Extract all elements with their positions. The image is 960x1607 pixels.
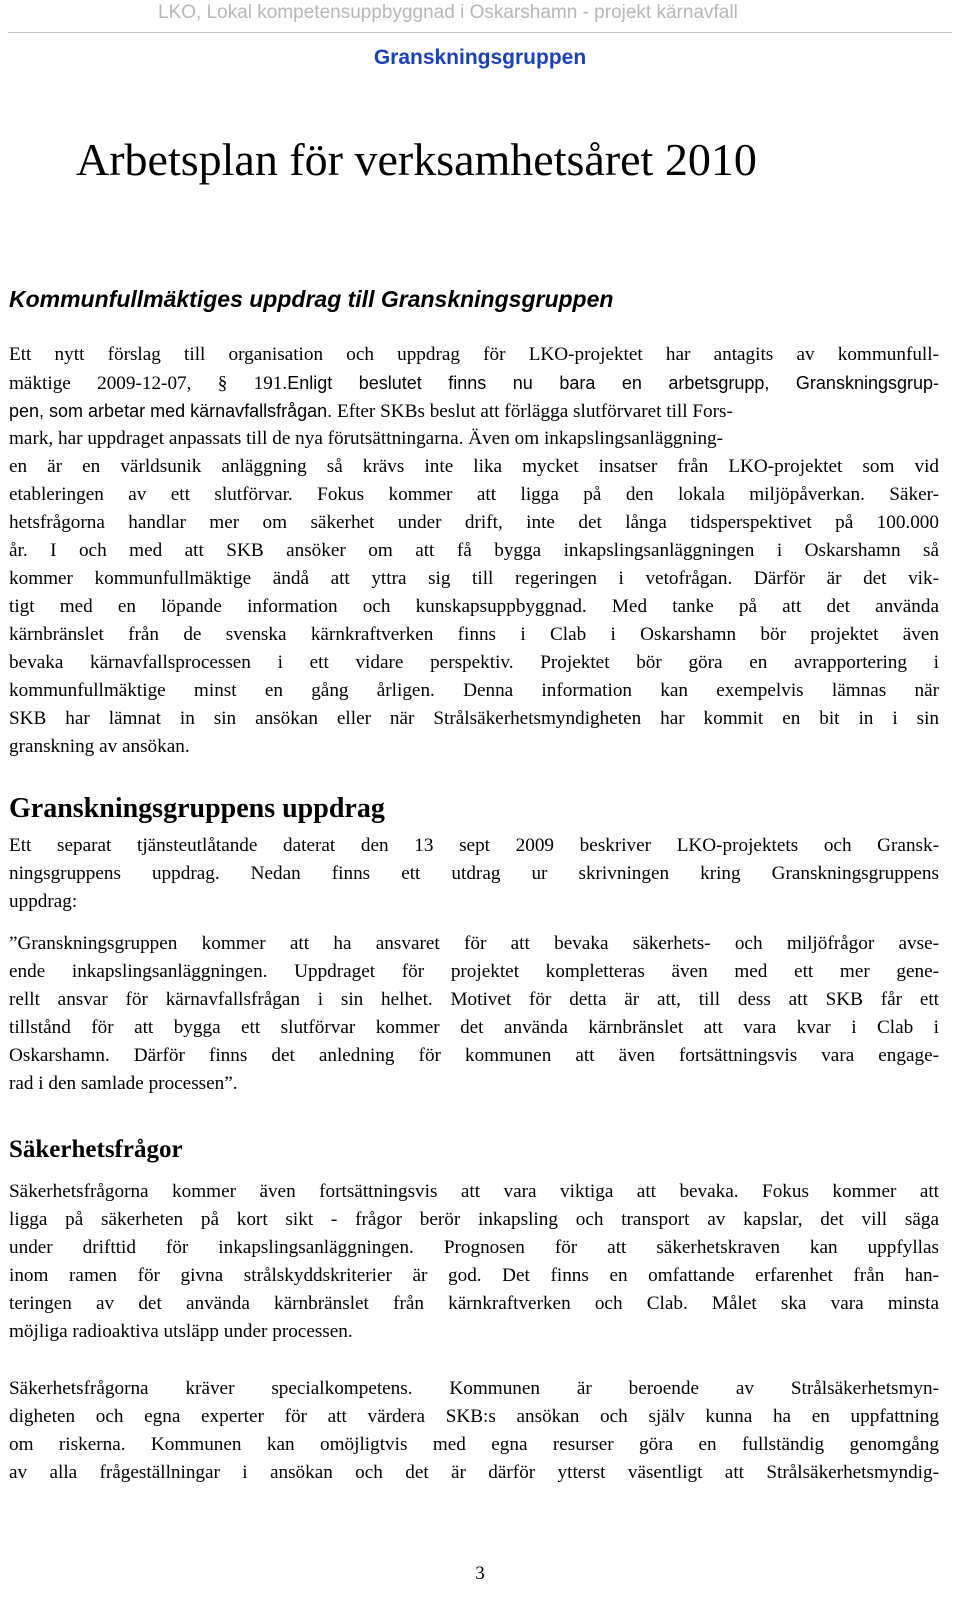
text-line: Säkerhetsfrågorna kommer även fortsättningsvis att vara viktiga att bevaka. Fokus kommer att <box>9 1181 939 1202</box>
text-line: tillstånd för att bygga ett slutförvar kommer det använda kärnbränslet att vara kvar i Clab i <box>9 1017 939 1038</box>
header-divider <box>8 32 952 33</box>
text-line <box>9 397 939 425</box>
text-fragment: pen, som arbetar med kärnavfallsfrågan. <box>9 401 333 421</box>
text-fragment: mäktige 2009-12-07, § 191. <box>9 373 288 394</box>
text-line: ende inkapslingsanläggningen. Uppdraget för projektet kompletteras även med ett mer gene- <box>9 961 939 982</box>
text-line: granskning av ansökan. <box>9 736 190 757</box>
text-line: SKB har lämnat in sin ansökan eller när Strålsäkerhetsmyndigheten har kommit en bit in i sin <box>9 708 939 729</box>
text-line: Säkerhetsfrågorna kräver specialkompetens. Kommunen är beroende av Strålsäkerhetsmyn- <box>9 1378 939 1399</box>
text-line: kärnbränslet från de svenska kärnkraftverken finns i Clab i Oskarshamn bör projektet även <box>9 624 939 645</box>
text-line: Oskarshamn. Därför finns det anledning för kommunen att även fortsättningsvis vara engage- <box>9 1045 939 1066</box>
text-line: bevaka kärnavfallsprocessen i ett vidare perspektiv. Projektet bör göra en avrapportering i <box>9 652 939 673</box>
assignment-quote <box>9 930 939 1098</box>
group-label: Granskningsgruppen <box>373 46 587 69</box>
text-fragment: Även om inkapslingsanläggning- <box>463 428 724 449</box>
text-fragment: Enligt beslutet finns nu bara en arbetsgrupp, Granskningsgrup- <box>287 373 939 393</box>
text-line: av alla frågeställningar i ansökan och det är därför ytterst väsentligt att Strålsäkerhetsmyndig- <box>9 1462 939 1483</box>
text-line: kommunfullmäktige minst en gång årligen. Denna information kan exempelvis lämnas när <box>9 680 939 701</box>
text-line <box>9 425 939 453</box>
text-line <box>9 369 939 397</box>
safety-paragraph-2 <box>9 1375 939 1487</box>
section-heading-safety: Säkerhetsfrågor <box>9 1136 183 1163</box>
section-intro-assignment <box>9 832 939 916</box>
text-fragment: mark, har uppdraget anpassats till de nya förutsättningarna. <box>9 428 464 449</box>
text-line: ”Granskningsgruppen kommer att ha ansvaret för att bevaka säkerhets- och miljöfrågor avse- <box>9 933 939 954</box>
text-line: möjliga radioaktiva utsläpp under processen. <box>9 1321 353 1342</box>
text-line: en är en världsunik anläggning så krävs inte lika mycket insatser från LKO-projektet som vid <box>9 456 939 477</box>
text-line: tigt med en löpande information och kunskapsuppbyggnad. Med tanke på att det använda <box>9 596 939 617</box>
text-line: Ett nytt förslag till organisation och uppdrag för LKO-projektet har antagits av kommunfull- <box>9 344 939 365</box>
text-line: hetsfrågorna handlar mer om säkerhet under drift, inte det långa tidsperspektivet på 100.000 <box>9 512 939 533</box>
page-number: 3 <box>475 1563 485 1584</box>
section-heading-assignment: Granskningsgruppens uppdrag <box>9 793 385 824</box>
text-line: etableringen av ett slutförvar. Fokus kommer att ligga på den lokala miljöpåverkan. Säker- <box>9 484 939 505</box>
section-body-mandate <box>9 341 939 761</box>
text-fragment: Efter SKBs beslut att förlägga slutförvaret till Fors- <box>332 401 733 422</box>
text-line: uppdrag: <box>9 891 78 912</box>
text-line: Ett separat tjänsteutlåtande daterat den 13 sept 2009 beskriver LKO-projektets och Gransk- <box>9 835 939 856</box>
text-line: ligga på säkerheten på kort sikt - frågor berör inkapsling och transport av kapslar, det vill säga <box>9 1209 939 1230</box>
section-heading-mandate: Kommunfullmäktiges uppdrag till Granskningsgruppen <box>9 286 614 312</box>
text-line: ningsgruppens uppdrag. Nedan finns ett utdrag ur skrivningen kring Granskningsgruppens <box>9 863 939 884</box>
text-line: under drifttid för inkapslingsanläggningen. Prognosen för att säkerhetskraven kan uppfyllas <box>9 1237 939 1258</box>
safety-paragraph-1 <box>9 1178 939 1346</box>
text-line: år. I och med att SKB ansöker om att få bygga inkapslingsanläggningen i Oskarshamn så <box>9 540 939 561</box>
page-header <box>0 0 960 34</box>
header-text: LKO, Lokal kompetensuppbyggnad i Oskarshamn - projekt kärnavfall <box>158 2 738 23</box>
text-line: kommer kommunfullmäktige ändå att yttra sig till regeringen i vetofrågan. Därför är det vik- <box>9 568 939 589</box>
text-line: teringen av det använda kärnbränslet från kärnkraftverken och Clab. Målet ska vara minsta <box>9 1293 939 1314</box>
text-line: inom ramen för givna strålskyddskriterier är god. Det finns en omfattande erfarenhet från han- <box>9 1265 939 1286</box>
text-line: rellt ansvar för kärnavfallsfrågan i sin helhet. Motivet för detta är att, till dess att SKB får ett <box>9 989 939 1010</box>
text-line: om riskerna. Kommunen kan omöjligtvis med egna resurser göra en fullständig genomgång <box>9 1434 939 1455</box>
document-title: Arbetsplan för verksamhetsåret 2010 <box>76 134 757 185</box>
text-line: digheten och egna experter för att värdera SKB:s ansökan och själv kunna ha en uppfattning <box>9 1406 939 1427</box>
text-line: rad i den samlade processen”. <box>9 1073 238 1094</box>
